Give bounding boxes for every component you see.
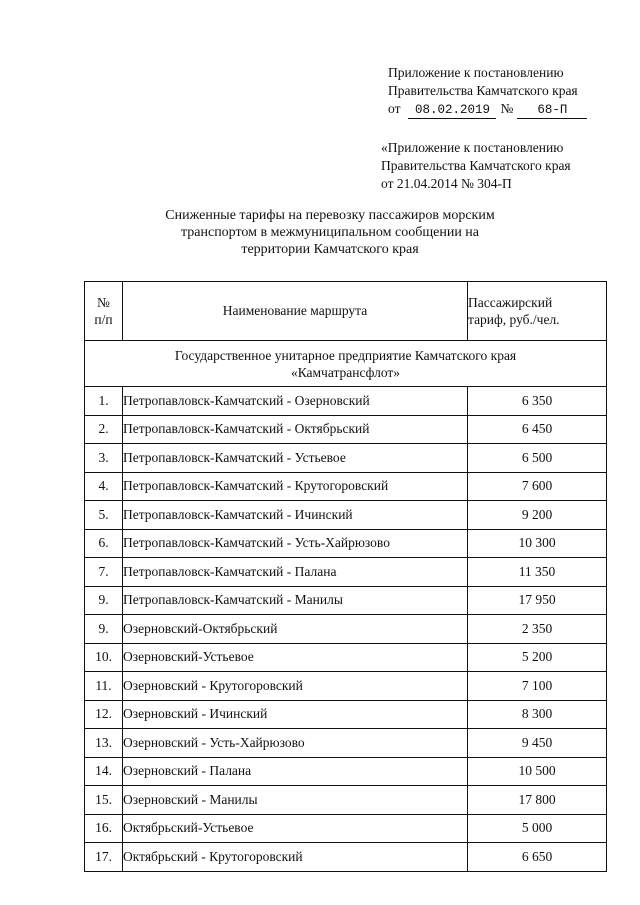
tariff-value: 6 450 [468,415,607,444]
table-row [85,615,607,644]
previous-appendix-line-2: Правительства Камчатского края [381,158,571,173]
route-name: Петропавловск-Камчатский - Манилы [123,586,468,615]
row-number: 9. [85,586,123,615]
operator-line-1: Государственное унитарное предприятие Камчатского края [174,347,517,363]
tariff-value: 2 350 [468,615,607,644]
route-name: Петропавловск-Камчатский - Устьевое [123,444,468,473]
route-name: Петропавловск-Камчатский - Октябрьский [123,415,468,444]
table-row [85,586,607,615]
header-tariff [468,282,607,341]
row-number: 1. [85,387,123,416]
table-row [85,672,607,701]
row-number: 6. [85,529,123,558]
tariff-value: 9 200 [468,501,607,530]
appendix-line-2: Правительства Камчатского края [388,83,578,98]
table-row [85,472,607,501]
header-tariff-line-1: Пассажирский [468,295,553,310]
table-row [85,501,607,530]
route-name: Петропавловск-Камчатский - Усть-Хайрюзово [123,529,468,558]
row-number: 17. [85,843,123,872]
table-row [85,529,607,558]
route-name: Озерновский - Манилы [123,786,468,815]
table-row [85,814,607,843]
header-tariff-line-2: тариф, руб./чел. [468,312,560,327]
header-route-name: Наименование маршрута [123,282,468,341]
route-name: Озерновский - Усть-Хайрюзово [123,729,468,758]
title-line-3: территории Камчатского края [241,242,419,257]
resolution-date: 08.02.2019 [408,103,496,119]
table-row [85,643,607,672]
tariff-value: 9 450 [468,729,607,758]
table-row [85,843,607,872]
tariff-value: 6 500 [468,444,607,473]
table-row [85,700,607,729]
title-line-1: Сниженные тарифы на перевозку пассажиров морским [165,208,495,223]
table-row [85,757,607,786]
operator-row [85,341,607,387]
table-row [85,415,607,444]
appendix-header [388,64,618,119]
tariff-value: 17 950 [468,586,607,615]
table-header-row [85,282,607,341]
tariff-value: 10 500 [468,757,607,786]
route-name: Октябрьский-Устьевое [123,814,468,843]
resolution-number: 68-П [517,103,587,119]
operator-name [85,341,607,387]
route-name: Озерновский - Ичинский [123,700,468,729]
route-name: Озерновский-Устьевое [123,643,468,672]
row-number: 13. [85,729,123,758]
row-number: 16. [85,814,123,843]
appendix-line-1: Приложение к постановлению [388,65,564,80]
route-name: Озерновский - Палана [123,757,468,786]
header-number [85,282,123,341]
row-number: 3. [85,444,123,473]
route-name: Петропавловск-Камчатский - Ичинский [123,501,468,530]
tariff-value: 5 200 [468,643,607,672]
tariff-value: 8 300 [468,700,607,729]
route-name: Октябрьский - Крутогоровский [123,843,468,872]
row-number: 10. [85,643,123,672]
tariff-value: 7 100 [468,672,607,701]
row-number: 12. [85,700,123,729]
table-row [85,558,607,587]
tariff-value: 7 600 [468,472,607,501]
previous-appendix-line-3: от 21.04.2014 № 304-П [381,176,512,191]
tariff-value: 11 350 [468,558,607,587]
from-label: от [388,101,401,116]
row-number: 7. [85,558,123,587]
route-name: Петропавловск-Камчатский - Крутогоровский [123,472,468,501]
operator-line-2: «Камчатрансфлот» [290,364,401,380]
tariff-value: 10 300 [468,529,607,558]
route-name: Озерновский - Крутогоровский [123,672,468,701]
tariff-value: 5 000 [468,814,607,843]
table-row [85,387,607,416]
previous-appendix-line-1: «Приложение к постановлению [381,140,564,155]
row-number: 11. [85,672,123,701]
appendix-date-number-line [388,100,618,119]
header-number-line-2: п/п [94,312,113,327]
table-row [85,729,607,758]
header-number-line-1: № [97,295,110,310]
tariff-value: 6 650 [468,843,607,872]
row-number: 2. [85,415,123,444]
row-number: 14. [85,757,123,786]
route-name: Петропавловск-Камчатский - Палана [123,558,468,587]
table-row [85,444,607,473]
title-line-2: транспортом в межмуниципальном сообщении на [180,225,480,240]
row-number: 4. [85,472,123,501]
tariffs-table [84,281,607,872]
previous-appendix-header [381,139,621,193]
row-number: 15. [85,786,123,815]
number-label: № [500,101,514,116]
table-row [85,786,607,815]
row-number: 5. [85,501,123,530]
row-number: 9. [85,615,123,644]
document-title [150,207,510,258]
tariff-value: 17 800 [468,786,607,815]
route-name: Петропавловск-Камчатский - Озерновский [123,387,468,416]
route-name: Озерновский-Октябрьский [123,615,468,644]
tariff-value: 6 350 [468,387,607,416]
